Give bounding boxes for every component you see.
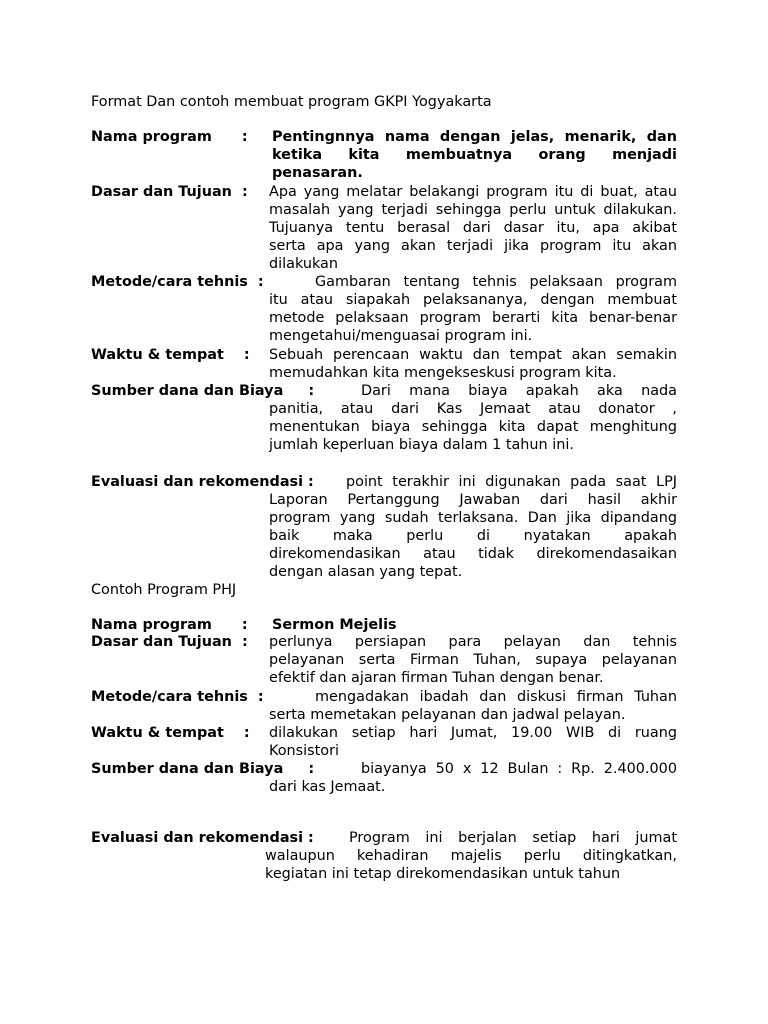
field-label: Nama program : xyxy=(91,129,248,145)
value-line: metode pelaksaan program berarti kita benar-benar xyxy=(269,310,677,327)
value-line: mengadakan ibadah dan diskusi firman Tuhan xyxy=(315,689,677,705)
field-label: Sumber dana dan Biaya : xyxy=(91,761,315,777)
field-label: Dasar dan Tujuan : xyxy=(91,184,248,200)
field-value xyxy=(265,829,677,883)
value-line: dengan alasan yang tepat. xyxy=(269,564,463,581)
field-label: Evaluasi dan rekomendasi : xyxy=(91,830,314,846)
value-line: jumlah keperluan biaya dalam 1 tahun ini. xyxy=(269,437,574,454)
field-value xyxy=(269,688,677,724)
field-label: Nama program : xyxy=(91,617,248,633)
value-line: memudahkan kita mengekseskusi program kita. xyxy=(269,365,617,382)
value-line: dari kas Jemaat. xyxy=(269,779,386,796)
value-line: efektif dan ajaran firman Tuhan dengan benar. xyxy=(269,670,604,687)
value-line: Sermon Mejelis xyxy=(272,617,397,633)
field-label: Waktu & tempat : xyxy=(91,725,250,741)
field-label: Sumber dana dan Biaya : xyxy=(91,383,315,399)
field-value xyxy=(269,473,677,582)
value-line: Sebuah perencaan waktu dan tempat akan semakin xyxy=(269,347,677,363)
value-line: Pentingnnya nama dengan jelas, menarik, dan xyxy=(272,129,677,145)
value-line: biayanya 50 x 12 Bulan : Rp. 2.400.000 xyxy=(361,761,677,777)
field-value xyxy=(269,760,677,796)
field-value xyxy=(269,346,677,382)
field-label: Metode/cara tehnis : xyxy=(91,274,264,290)
value-line: Program ini berjalan setiap hari jumat xyxy=(349,830,677,846)
field-value xyxy=(269,273,677,345)
value-line: serta apa yang akan terjadi jika program itu akan xyxy=(269,238,677,255)
value-line: Apa yang melatar belakangi program itu di buat, atau xyxy=(269,184,677,200)
value-line: masalah yang terjadi sehingga perlu untuk dilakukan. xyxy=(269,202,677,219)
field-label: Dasar dan Tujuan : xyxy=(91,634,248,650)
value-line: point terakhir ini digunakan pada saat LPJ xyxy=(346,474,677,490)
value-line: baik maka perlu di nyatakan apakah xyxy=(269,528,677,545)
value-line: menentukan biaya sehingga kita dapat menghitung xyxy=(269,419,677,436)
value-line: walaupun kehadiran majelis perlu ditingkatkan, xyxy=(265,848,677,865)
value-line: Laporan Pertanggung Jawaban dari hasil akhir xyxy=(269,492,677,509)
value-line: penasaran. xyxy=(272,165,363,182)
field-value xyxy=(269,633,677,687)
field-label: Evaluasi dan rekomendasi : xyxy=(91,474,314,490)
value-line: program yang sudah terlaksana. Dan jika dipandang xyxy=(269,510,677,527)
value-line: serta memetakan pelayanan dan jadwal pelayan. xyxy=(269,707,626,724)
field-label: Metode/cara tehnis : xyxy=(91,689,264,705)
value-line: pelayanan serta Firman Tuhan, supaya pelayanan xyxy=(269,652,677,669)
value-line: ketika kita membuatnya orang menjadi xyxy=(272,147,677,164)
field-value xyxy=(269,382,677,454)
field-label: Waktu & tempat : xyxy=(91,347,250,363)
field-value xyxy=(272,128,677,182)
value-line: Dari mana biaya apakah aka nada xyxy=(361,383,677,399)
example-title: Contoh Program PHJ xyxy=(91,582,237,598)
value-line: kegiatan ini tetap direkomendasikan untuk tahun xyxy=(265,866,621,883)
value-line: itu atau siapakah pelaksananya, dengan membuat xyxy=(269,292,677,309)
value-line: Tujuanya tentu berasal dari dasar itu, apa akibat xyxy=(269,220,677,237)
value-line: dilakukan setiap hari Jumat, 19.00 WIB di ruang xyxy=(269,725,677,741)
field-value xyxy=(272,616,677,634)
value-line: Gambaran tentang tehnis pelaksaan program xyxy=(315,274,677,290)
value-line: Konsistori xyxy=(269,743,339,760)
value-line: perlunya persiapan para pelayan dan tehnis xyxy=(269,634,677,650)
field-value xyxy=(269,724,677,760)
field-value xyxy=(269,183,677,273)
value-line: panitia, atau dari Kas Jemaat atau donator , xyxy=(269,401,677,418)
document-title: Format Dan contoh membuat program GKPI Yogyakarta xyxy=(91,94,492,110)
value-line: direkomendasikan atau tidak direkomendasaikan xyxy=(269,546,677,563)
value-line: dilakukan xyxy=(269,256,338,273)
value-line: mengetahui/menguasai program ini. xyxy=(269,328,533,345)
